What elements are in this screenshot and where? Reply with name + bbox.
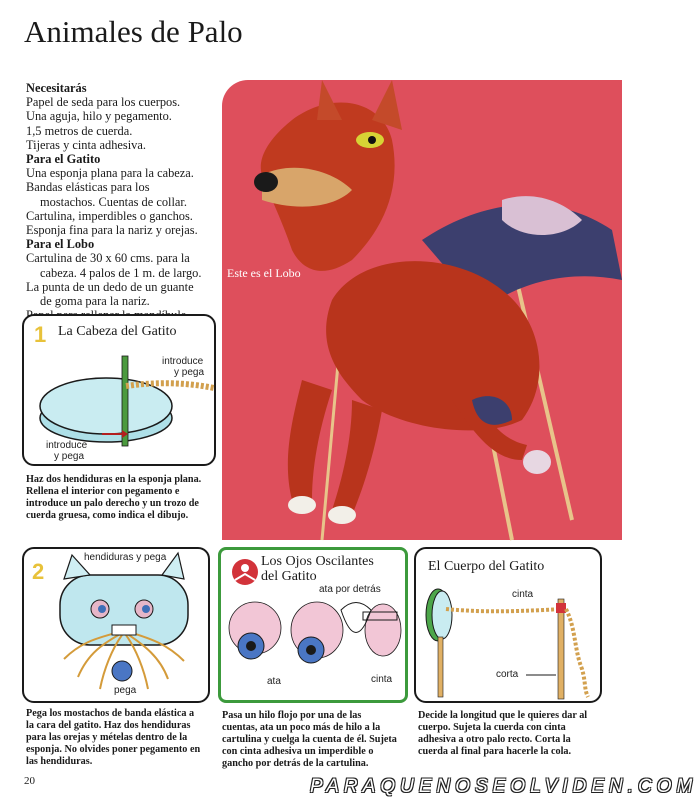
req-line: Bandas elásticas para los [26,180,150,195]
caption-line: cuerpo. Sujeta la cuerda con cinta [418,722,566,733]
panel-cabeza-gatito [22,314,216,466]
panel-title: La Cabeza del Gatito [58,324,177,339]
req-line: Esponja fina para la nariz y orejas. [26,223,198,238]
panel-title-line: Los Ojos Oscilantes [261,554,374,569]
caption-line: adhesiva a otro palo recto. Corta la [418,734,571,745]
caption-line: las hendiduras. [26,756,93,767]
req-line: Cartulina, imperdibles o ganchos. [26,208,193,223]
caption-line: esponja. No olvides poner pegamento en [26,744,201,755]
label-ata: ata [267,676,281,687]
label-introduce: introduce [46,440,88,451]
req-line: cabeza. 4 palos de 1 m. de largo. [40,265,202,280]
gatito-heading: Para el Gatito [26,152,101,167]
caption-line: Rellena el interior con pegamento e [26,486,180,497]
wolf-photo [222,80,622,540]
req-line: Tijeras y cinta adhesiva. [26,137,146,152]
panel3-caption [222,710,397,770]
label-cinta: cinta [371,674,393,685]
step-number: 1 [34,322,47,347]
req-line: mostachos. Cuentas de collar. [40,194,187,209]
caption-line: cartulina y cuelga la cuenta de él. Sujeta [222,734,397,745]
caption-line: la cara del gatito. Haz dos hendiduras [26,720,191,731]
lobo-heading: Para el Lobo [26,237,95,252]
caption-line: cuerda al final para hacerle la cola. [418,746,572,757]
panel-mostachos [22,547,210,703]
req-line: Cartulina de 30 x 60 cms. para la [26,251,190,266]
req-line: 1,5 metros de cuerda. [26,123,133,138]
panel2-caption [26,708,200,768]
panel-ojos-oscilantes [218,547,408,703]
caption-line: Haz dos hendiduras en la esponja plana. [26,474,202,485]
caption-line: cuentas, ata un poco más de hilo a la [222,722,381,733]
caption-line: gancho por detrás de la cartulina. [222,758,369,769]
req-line: Una esponja plana para la cabeza. [26,166,194,181]
caption-line: con cinta adhesiva un imperdible o [222,746,374,757]
panel-title [261,554,374,584]
page-title: Animales de Palo [24,14,243,49]
label-hendiduras: hendiduras y pega [84,552,167,563]
req-line: La punta de un dedo de un guante [26,279,194,294]
label-ata-por-detras: ata por detrás [319,584,381,595]
caption-line: Decide la longitud que le quieres dar al [418,710,588,721]
step-number: 2 [32,559,45,584]
req-line: de goma para la nariz. [40,294,150,309]
requirements-list [26,81,201,322]
req-line: Papel de seda para los cuerpos. [26,95,181,110]
label-y-pega: y pega [54,451,85,462]
page-number: 20 [24,775,35,787]
caption-line: para las orejas y mételas dentro de la [26,732,188,743]
requirements-heading: Necesitarás [26,81,87,95]
panel-title-line: del Gatito [261,569,317,584]
photo-label: Este es el Lobo [227,266,301,280]
wolf-puppet-illustration [222,80,622,540]
caption-line: Pega los mostachos de banda elástica a [26,708,195,719]
caption-line: introduce un palo derecho y un trozo de [26,498,199,509]
label-pega: pega [114,685,137,696]
panel1-caption [26,474,201,522]
label-introduce: introduce [162,356,204,367]
panel-cuerpo-gatito [414,547,602,703]
req-line: Una aguja, hilo y pegamento. [26,109,172,124]
caption-line: cuerda gruesa, como indica el dibujo. [26,510,189,521]
panel-title: El Cuerpo del Gatito [428,559,545,574]
label-y-pega: y pega [174,367,205,378]
kitten-face-illustration [24,549,208,701]
caption-line: Pasa un hilo flojo por una de las [222,710,362,721]
watermark: PARAQUENOSEOLVIDEN.COM [310,776,697,797]
label-corta: corta [496,669,519,680]
label-cinta: cinta [512,589,534,600]
panel4-caption [418,710,587,758]
